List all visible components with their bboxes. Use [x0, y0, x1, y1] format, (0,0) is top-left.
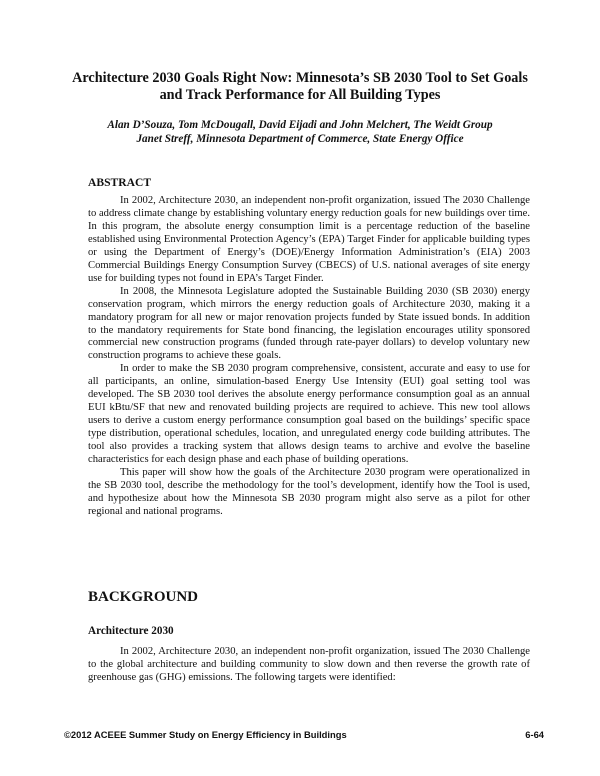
page-number: 6-64	[525, 729, 544, 740]
abstract-heading: ABSTRACT	[88, 176, 152, 189]
abstract-paragraph: In 2008, the Minnesota Legislature adopted the Sustainable Building 2030 (SB 2030) energy conservation program, which mirrors the energy reduction goals of Architecture 2030, making it a mandatory program for all new or major renovation projects funded by State issued bonds. In addition to the mandatory requirements for State bond financing, the legislation encourages utility sponsored commercial new construction programs (funded through rate-payer dollars) to develop voluntary new construction programs to achieve these goals.	[88, 285, 530, 362]
background-heading: BACKGROUND	[88, 589, 199, 605]
background-body	[88, 646, 530, 685]
abstract-paragraph: In 2002, Architecture 2030, an independent non-profit organization, issued The 2030 Challenge to address climate change by establishing voluntary energy reduction goals for new buildings over time. In this program, the absolute energy consumption limit is a percentage reduction of the baseline established using Environmental Protection Agency’s (EPA) Target Finder for applicable building types or using the Department of Energy’s (DOE)/Energy Information Administration’s (EIA) 2003 Commercial Buildings Energy Consumption Survey (CBECS) of U.S. national averages of site energy use for building types not found in EPA’s Target Finder.	[88, 195, 530, 284]
background-paragraph: In 2002, Architecture 2030, an independent non-profit organization, issued The 2030 Challenge to the global architecture and building community to slow down and then reverse the growth rate of greenhouse gas (GHG) emissions. The following targets were identified:	[88, 646, 530, 683]
footer-copyright: ©2012 ACEEE Summer Study on Energy Efficiency in Buildings	[64, 729, 347, 740]
author-block	[60, 118, 540, 146]
authors-line-1: Alan D’Souza, Tom McDougall, David Eijadi and John Melchert, The Weidt Group	[107, 119, 493, 131]
abstract-body	[88, 195, 530, 519]
title-line-2: and Track Performance for All Building Types	[159, 87, 441, 103]
page-footer	[64, 729, 544, 743]
authors-line-2: Janet Streff, Minnesota Department of Commerce, State Energy Office	[136, 133, 464, 145]
abstract-paragraph: In order to make the SB 2030 program comprehensive, consistent, accurate and easy to use for all participants, an online, simulation-based Energy Use Intensity (EUI) goal setting tool was developed. The SB 2030 tool derives the absolute energy performance consumption goal as an annual EUI kBtu/SF that new and renovated building projects are required to achieve. This new tool allows users to derive a custom energy performance consumption goal based on the buildings’ specific space type distribution, operational schedules, location, and unregulated energy code building attributes. The tool also provides a tracking system that allows design teams to archive and evolve the baseline characteristics for each design phase and each phase of building operations.	[88, 363, 530, 466]
paper-title	[60, 70, 540, 104]
architecture-2030-subheading: Architecture 2030	[88, 625, 174, 637]
title-line-1: Architecture 2030 Goals Right Now: Minnesota’s SB 2030 Tool to Set Goals	[72, 70, 528, 86]
abstract-paragraph: This paper will show how the goals of the Architecture 2030 program were operationalized in the SB 2030 tool, describe the methodology for the tool’s development, identify how the Tool is used, and hypothesize about how the Minnesota SB 2030 program might also serve as a pilot for other regional and national programs.	[88, 467, 530, 517]
